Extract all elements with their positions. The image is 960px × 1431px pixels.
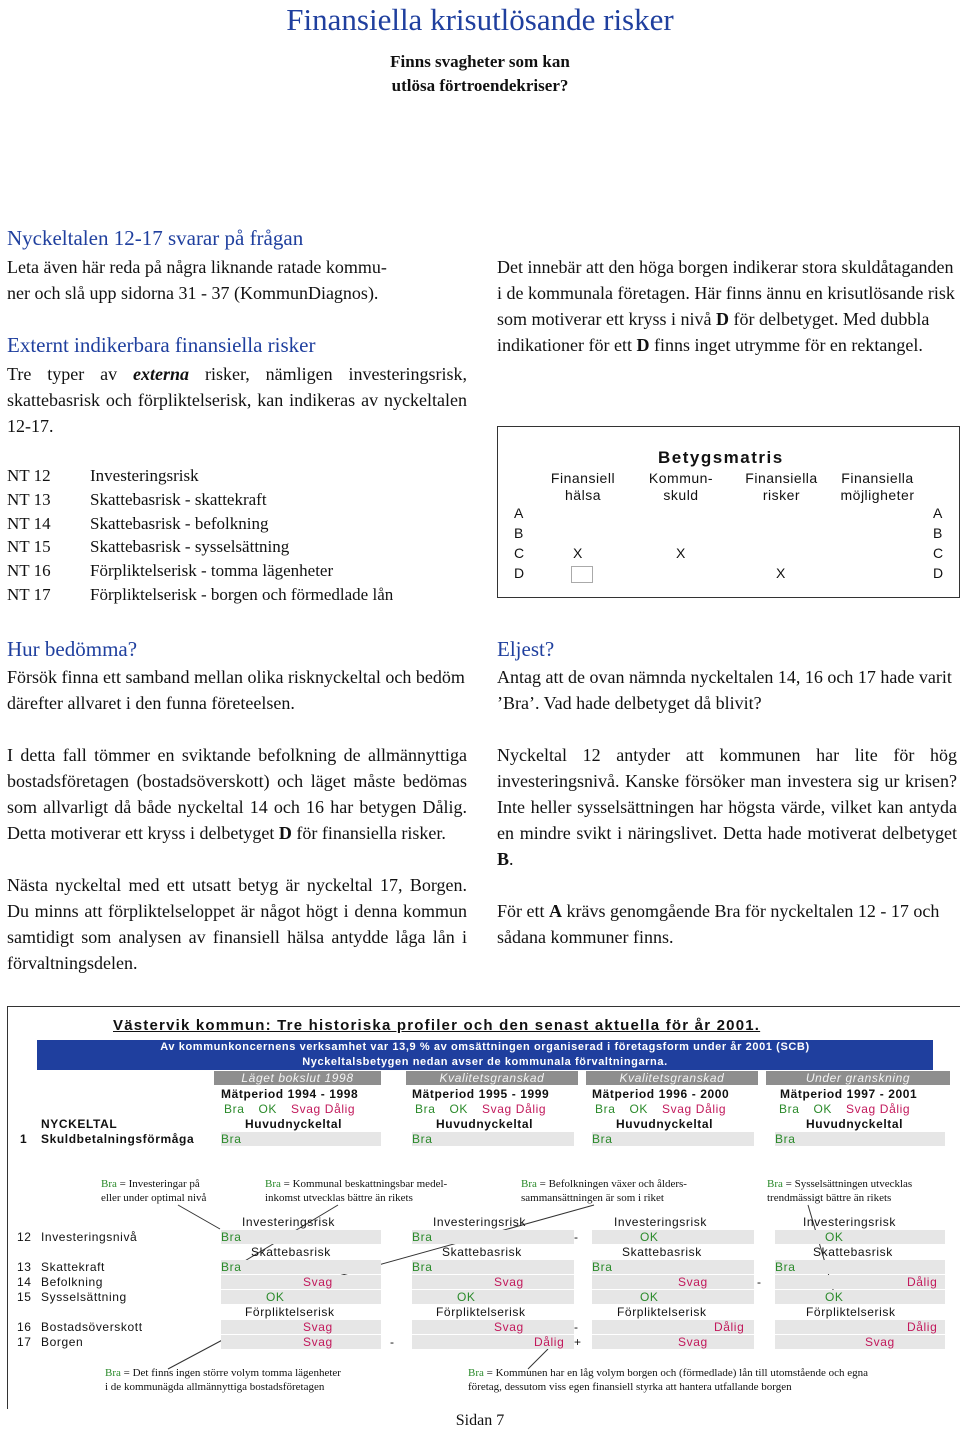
i-detta-fall-a: I detta fall tömmer en sviktande befolkning de allmännyttiga bostadsföretagen (bostadsöverskott) och läget måste bedömas som allvarligt då både nyckeltal 14 och 16 har betygen Dålig. Detta motiverar ett kryss i delbetyget: [7, 745, 467, 843]
left-section-1: [7, 226, 467, 306]
cat-forp-2: Förpliktelserisk: [436, 1305, 526, 1319]
legend-text: i de kommunägda allmännyttiga bostadsföretagen: [105, 1381, 325, 1393]
page-title: Finansiella krisutlösande risker: [286, 2, 674, 37]
legend-text: = Det finns ingen större volym tomma lägenheter: [120, 1367, 341, 1379]
nt-value: Skattebasrisk - befolkning: [90, 513, 269, 533]
legend-bra: Bra: [521, 1178, 537, 1190]
legend-text: = Befolkningen växer och ålders-: [536, 1178, 687, 1190]
heading-eljest: Eljest?: [497, 637, 555, 661]
innebar-d: D: [636, 335, 650, 355]
row15-grade-4: [775, 1290, 945, 1304]
row12-number: 12: [17, 1230, 32, 1244]
row13-grade-3: [592, 1260, 754, 1274]
nt-row: [7, 559, 467, 583]
grade-ok: OK: [813, 1102, 833, 1116]
matrix-row-d: D: [514, 565, 525, 581]
period-status-4: Under granskning: [766, 1071, 950, 1085]
cell-dalig: Dålig: [534, 1335, 565, 1349]
huvud-2: Huvudnyckeltal: [436, 1117, 534, 1131]
nt-key: NT 12: [7, 466, 51, 485]
row17-name: Borgen: [41, 1335, 84, 1349]
cell-svag: Svag: [494, 1320, 524, 1334]
paragraph-nyckeltal-12: [497, 742, 957, 872]
paragraph-leta-line-2: ner och slå upp sidorna 31 - 37 (KommunDiagnos).: [7, 283, 379, 303]
row1-name: Skuldbetalningsförmåga: [41, 1132, 195, 1146]
legend-text: företag, dessutom viss egen finansiell styrka att hantera utfallande borgen: [468, 1381, 792, 1393]
legend-bra: Bra: [767, 1178, 783, 1190]
cell-bra: Bra: [412, 1260, 433, 1274]
grade-svag: Svag: [846, 1102, 876, 1116]
grade-bra: Bra: [415, 1102, 436, 1116]
row16-grade-2: [412, 1320, 574, 1334]
cat-forp-1: Förpliktelserisk: [245, 1305, 335, 1319]
innebar-e: finns inget utrymme för en rektangel.: [649, 335, 923, 355]
grade-bra: Bra: [779, 1102, 800, 1116]
period-status-3: Kvalitetsgranskad: [586, 1071, 758, 1085]
nt-key: NT 17: [7, 584, 51, 604]
legend-bra: Bra: [468, 1367, 484, 1379]
profile-title: Västervik kommun: Tre historiska profiler och den senast aktuella för år 2001.: [113, 1017, 761, 1034]
row17-grade-4: [775, 1335, 945, 1349]
legend-text: = Kommunal beskattningsbar medel-: [280, 1178, 448, 1190]
paragraph-det-innebar: [497, 254, 957, 358]
cell-bra: Bra: [221, 1260, 242, 1274]
col-label: skuld: [663, 487, 699, 503]
heading-externt: Externt indikerbara finansiella risker: [7, 333, 316, 357]
row13-grade-2: [412, 1260, 574, 1274]
row15-number: 15: [17, 1290, 32, 1304]
row12-grade-1: [221, 1230, 381, 1244]
innebar-a: Det innebär att den höga borgen indikerar stora skuldåtaganden i de kommunala företagen. Här finns ännu en krisutlösande risk som motiverar ett kryss i nivå: [497, 257, 955, 329]
legend-bostadsoverskott: [105, 1366, 341, 1394]
legend-bra: Bra: [105, 1367, 121, 1379]
period-status-2: Kvalitetsgranskad: [406, 1071, 578, 1085]
cat-skatt-3: Skattebasrisk: [622, 1245, 702, 1259]
row1-grade-2: Bra: [412, 1132, 574, 1146]
grade-dalig: Dålig: [324, 1102, 356, 1116]
cell-bra: Bra: [592, 1260, 613, 1274]
i-detta-fall-c: för finansiella risker.: [291, 823, 446, 843]
legend-bra: Bra: [265, 1178, 281, 1190]
matrix-col-mojligheter: [830, 470, 925, 504]
for-ett-a-a: För ett: [497, 901, 549, 921]
nt-key: NT 13: [7, 489, 51, 509]
row15-grade-1: [221, 1290, 381, 1304]
tre-typer-c: risker, nämligen investeringsrisk, skattebasrisk och förpliktelserisk, kan indikeras av nyckeltalen 12-17.: [7, 364, 467, 436]
row16-grade-4: [775, 1320, 945, 1334]
matrix-mark-d-risker: X: [776, 565, 786, 581]
band-line-2: Nyckeltalsbetygen nedan avser de kommunala förvaltningarna.: [302, 1056, 668, 1068]
page-subtitle: [0, 50, 960, 98]
row13-name: Skattekraft: [41, 1260, 105, 1274]
grade-bra: Bra: [224, 1102, 245, 1116]
profile-box: [7, 1006, 960, 1409]
row15-name: Sysselsättning: [41, 1290, 127, 1304]
row14-grade-4: [775, 1275, 945, 1289]
nt-value: Förpliktelserisk - borgen och förmedlade lån: [90, 584, 394, 604]
cat-forp-3: Förpliktelserisk: [617, 1305, 707, 1319]
cat-investering-1: Investeringsrisk: [242, 1215, 335, 1229]
row14-grade-3: [592, 1275, 754, 1289]
nyckeltal12-b: B: [497, 849, 510, 869]
cell-ok: OK: [457, 1290, 476, 1304]
row16-number: 16: [17, 1320, 32, 1334]
cat-skatt-1: Skattebasrisk: [251, 1245, 331, 1259]
matrix-row-c-right: C: [933, 545, 944, 561]
nt-row: [7, 583, 467, 607]
matrix-row-b-right: B: [933, 525, 943, 541]
legend-text: eller under optimal nivå: [101, 1192, 207, 1204]
period-2: Mätperiod 1995 - 1999: [412, 1087, 550, 1101]
nyckeltal12-c: .: [509, 849, 514, 869]
paragraph-forsok: Försök finna ett samband mellan olika risknyckeltal och bedöm därefter allvaret i den funna företeelsen.: [7, 667, 465, 713]
row17-grade-2: [412, 1335, 574, 1349]
left-section-2: [7, 333, 467, 439]
grade-bra: Bra: [595, 1102, 616, 1116]
subtitle-line-2: utlösa förtroendekriser?: [391, 76, 569, 95]
cell-dalig: Dålig: [907, 1320, 938, 1334]
huvud-4: Huvudnyckeltal: [806, 1117, 904, 1131]
legend-borgen: [468, 1366, 868, 1394]
row17-trend-2: -: [390, 1335, 395, 1349]
nt-key: NT 15: [7, 537, 51, 557]
cell-svag: Svag: [303, 1335, 333, 1349]
nyckeltal12-a: Nyckeltal 12 antyder att kommunen har lite för hög investeringsnivå. Kanske försöker man investera sig ur krisen? Inte heller sysselsättningen har högsta värde, vilket kan antyda en mindre svikt i näringslivet. Detta hade motiverat delbetyget: [497, 745, 957, 843]
subtitle-line-1: Finns svagheter som kan: [390, 52, 570, 71]
cell-bra: Bra: [412, 1230, 433, 1244]
cell-dalig: Dålig: [714, 1320, 745, 1334]
legend-text: inkomst utvecklas bättre än rikets: [265, 1192, 413, 1204]
innebar-b: D: [715, 309, 729, 329]
nt-value: Investeringsrisk: [90, 466, 199, 485]
cat-investering-4: Investeringsrisk: [803, 1215, 896, 1229]
matrix-col-skuld: [636, 470, 726, 504]
cell-dalig: Dålig: [907, 1275, 938, 1289]
row1-grade-4: Bra: [775, 1132, 945, 1146]
nt-key: NT 14: [7, 513, 51, 533]
right-section-2: [497, 637, 957, 950]
cell-bra: Bra: [221, 1230, 242, 1244]
row12-name: Investeringsnivå: [41, 1230, 138, 1244]
tre-typer-b: externa: [133, 364, 190, 384]
period-4: Mätperiod 1997 - 2001: [780, 1087, 918, 1101]
row17-number: 17: [17, 1335, 32, 1349]
matrix-mark-c-halsa: X: [573, 545, 583, 561]
grade-svag: Svag: [291, 1102, 321, 1116]
left-section-3: [7, 637, 467, 976]
col-label: hälsa: [565, 487, 601, 503]
row16-name: Bostadsöverskott: [41, 1320, 143, 1334]
heading-nyckeltalen: Nyckeltalen 12-17 svarar på frågan: [7, 226, 304, 250]
grade-svag: Svag: [482, 1102, 512, 1116]
row14-grade-1: [221, 1275, 381, 1289]
row16-grade-1: [221, 1320, 381, 1334]
row12-trend-3: -: [574, 1230, 579, 1244]
cell-ok: OK: [640, 1230, 659, 1244]
legend-text: = Kommunen har en låg volym borgen och (förmedlade) lån till utomstående och egna: [483, 1367, 869, 1379]
cat-investering-2: Investeringsrisk: [433, 1215, 526, 1229]
paragraph-for-ett-a: [497, 898, 957, 950]
tre-typer-a: Tre typer av: [7, 364, 134, 384]
cell-svag: Svag: [303, 1320, 333, 1334]
row15-grade-3: [592, 1290, 754, 1304]
legend-text: sammansättningen är som i riket: [521, 1192, 664, 1204]
matrix-empty-box: [571, 566, 593, 583]
cell-ok: OK: [825, 1230, 844, 1244]
huvud-1: Huvudnyckeltal: [245, 1117, 343, 1131]
nt-value: Skattebasrisk - skattekraft: [90, 489, 267, 509]
row17-grade-3: [592, 1335, 754, 1349]
period-status-1: Läget bokslut 1998: [214, 1071, 381, 1085]
nt-key: NT 16: [7, 561, 51, 581]
row14-trend-4: -: [757, 1275, 762, 1289]
paragraph-nasta: Nästa nyckeltal med ett utsatt betyg är nyckeltal 17, Borgen. Du minns att förpliktelseloppet är något högt i denna kommun samtidigt som analysen av finansiell hälsa antydde låga lån i förvaltningsdelen.: [7, 875, 467, 973]
cell-bra: Bra: [775, 1260, 796, 1274]
grade-dalig: Dålig: [879, 1102, 911, 1116]
legend-bra: Bra: [101, 1178, 117, 1190]
legend-text: trendmässigt bättre än rikets: [767, 1192, 892, 1204]
col-label: Kommun-: [648, 470, 714, 486]
betygsmatris: [497, 426, 960, 598]
paragraph-leta: [7, 254, 467, 306]
matrix-row-a: A: [514, 505, 524, 521]
grade-ok: OK: [258, 1102, 278, 1116]
row14-number: 14: [17, 1275, 32, 1289]
cell-ok: OK: [266, 1290, 285, 1304]
row17-trend-3: +: [574, 1335, 582, 1349]
row13-grade-4: [775, 1260, 945, 1274]
cat-investering-3: Investeringsrisk: [614, 1215, 707, 1229]
cell-ok: OK: [640, 1290, 659, 1304]
paragraph-antag: Antag att de ovan nämnda nyckeltalen 14, 16 och 17 hade varit ’Bra’. Vad hade delbetyget då blivit?: [497, 667, 952, 713]
matrix-row-b: B: [514, 525, 524, 541]
heading-hur-bedomma: Hur bedömma?: [7, 637, 138, 661]
nt-row: [7, 512, 467, 536]
nt-list: [7, 464, 467, 607]
grade-ok: OK: [629, 1102, 649, 1116]
cell-svag: Svag: [494, 1275, 524, 1289]
period-3: Mätperiod 1996 - 2000: [592, 1087, 730, 1101]
nt-value: Skattebasrisk - sysselsättning: [90, 537, 290, 557]
paragraph-leta-line-1: Leta även här reda på några liknande ratade kommu-: [7, 257, 387, 277]
nt-row: [7, 488, 467, 512]
right-section-1: [497, 254, 957, 358]
row12-grade-2: [412, 1230, 574, 1244]
row1-grade-3: Bra: [592, 1132, 754, 1146]
cell-ok: OK: [825, 1290, 844, 1304]
row16-trend-3: -: [574, 1320, 579, 1334]
huvud-3: Huvudnyckeltal: [616, 1117, 714, 1131]
matrix-row-c: C: [514, 545, 525, 561]
row14-name: Befolkning: [41, 1275, 104, 1289]
band-line-1: Av kommunkoncernens verksamhet var 13,9 % av omsättningen organiserad i företagsform under år 2001 (SCB): [160, 1041, 810, 1053]
nyckeltal-label: NYCKELTAL: [41, 1117, 118, 1131]
cat-skatt-4: Skattebasrisk: [813, 1245, 893, 1259]
page-number: Sidan 7: [455, 1412, 505, 1429]
row1-number: 1: [20, 1132, 28, 1146]
matrix-title: Betygsmatris: [658, 448, 784, 467]
col-label: Finansiell: [550, 470, 616, 486]
nt-value: Förpliktelserisk - tomma lägenheter: [90, 561, 334, 581]
matrix-row-d-right: D: [933, 565, 944, 581]
period-1: Mätperiod 1994 - 1998: [221, 1087, 359, 1101]
i-detta-fall-b: D: [278, 823, 292, 843]
grade-dalig: Dålig: [695, 1102, 727, 1116]
col-label: risker: [762, 487, 801, 503]
cat-skatt-2: Skattebasrisk: [442, 1245, 522, 1259]
row16-grade-3: [592, 1320, 754, 1334]
row12-grade-3: [592, 1230, 754, 1244]
grade-dalig: Dålig: [515, 1102, 547, 1116]
paragraph-tre-typer: [7, 361, 467, 439]
row13-number: 13: [17, 1260, 32, 1274]
row1-grade-1: Bra: [221, 1132, 381, 1146]
row13-grade-1: [221, 1260, 381, 1274]
matrix-col-risker: [734, 470, 829, 504]
legend-text: = Sysselsättningen utvecklas: [782, 1178, 913, 1190]
cat-forp-4: Förpliktelserisk: [806, 1305, 896, 1319]
col-label: möjligheter: [840, 487, 915, 503]
legend-text: = Investeringar på: [116, 1178, 200, 1190]
innebar-c: för delbetyget. Med dubbla indikationer för ett: [497, 309, 930, 355]
nt-row: [7, 464, 467, 488]
matrix-mark-c-skuld: X: [676, 545, 686, 561]
cell-svag: Svag: [678, 1275, 708, 1289]
row17-grade-1: [221, 1335, 381, 1349]
cell-svag: Svag: [303, 1275, 333, 1289]
matrix-col-halsa: [538, 470, 628, 504]
grade-ok: OK: [449, 1102, 469, 1116]
for-ett-a-c: krävs genomgående Bra för nyckeltalen 12 - 17 och sådana kommuner finns.: [497, 901, 940, 947]
row15-grade-2: [412, 1290, 574, 1304]
for-ett-a-b: A: [549, 901, 562, 921]
cell-svag: Svag: [865, 1335, 895, 1349]
grade-svag: Svag: [662, 1102, 692, 1116]
row14-grade-2: [412, 1275, 574, 1289]
cell-svag: Svag: [678, 1335, 708, 1349]
nt-row: [7, 535, 467, 559]
col-label: Finansiella: [745, 470, 818, 486]
row12-grade-4: [775, 1230, 945, 1244]
col-label: Finansiella: [841, 470, 914, 486]
paragraph-i-detta-fall: [7, 742, 467, 846]
matrix-row-a-right: A: [933, 505, 943, 521]
